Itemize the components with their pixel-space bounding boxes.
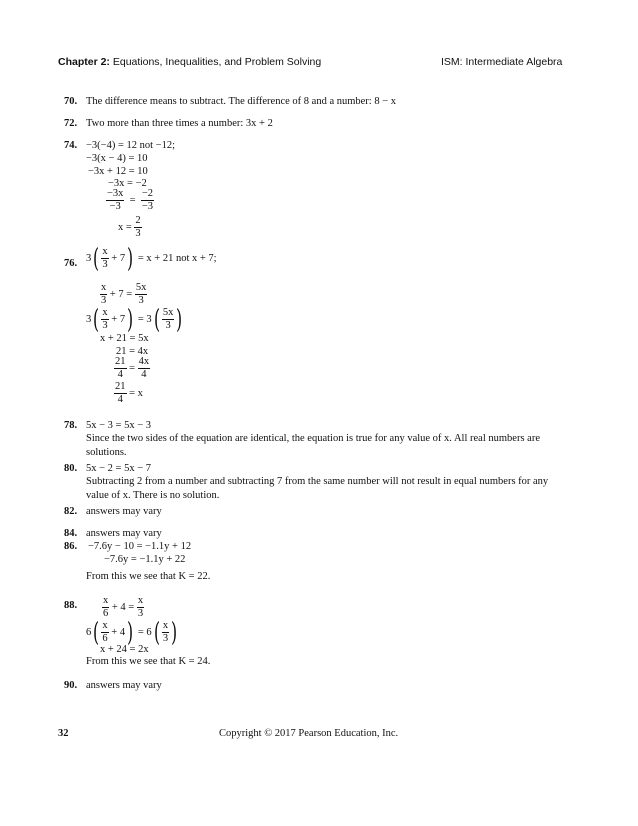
- problem-82-text: answers may vary: [86, 506, 162, 517]
- frac-num: 4x: [138, 356, 150, 367]
- problem-88-number: 88.: [64, 600, 78, 611]
- frac-den: 3: [102, 320, 108, 331]
- problem-76-line-1: [86, 243, 217, 274]
- left-paren: (: [153, 304, 160, 335]
- frac-den: 3: [102, 259, 108, 270]
- right-paren: ): [176, 304, 183, 335]
- problem-74-line-3: −3x + 12 = 10: [88, 166, 148, 177]
- problem-76-line-2: $\frac{x}{3}$ + 7 = $\frac{5x}{3}$: [101, 282, 147, 306]
- problem-74-line-6: [118, 215, 142, 240]
- page-number: 32: [58, 728, 69, 739]
- problem-74-line-4: −3x = −2: [108, 178, 147, 189]
- problem-74-line-2: −3(x − 4) = 10: [86, 153, 148, 164]
- frac-den: 3: [165, 320, 171, 331]
- frac-den: 3: [137, 608, 144, 619]
- chapter-title: Equations, Inequalities, and Problem Solving: [112, 56, 322, 68]
- coef: 3: [146, 313, 152, 325]
- problem-82-number: 82.: [64, 506, 78, 517]
- problem-90-number: 90.: [64, 680, 78, 691]
- frac-den: 3: [162, 633, 169, 644]
- frac-num: 2: [135, 215, 141, 226]
- problem-76-line-7: [114, 381, 143, 406]
- frac-den: −3: [109, 201, 121, 212]
- frac-num: −2: [141, 188, 154, 199]
- left-paren: (: [153, 617, 160, 648]
- term: + 4 =: [111, 601, 135, 613]
- problem-86-line-2: −7.6y = −1.1y + 22: [104, 554, 186, 565]
- problem-86-line-3: From this we see that K = 22.: [86, 571, 211, 582]
- problem-76-number: 76.: [64, 258, 78, 269]
- coef: 3: [86, 313, 92, 325]
- problem-74-number: 74.: [64, 140, 78, 151]
- term: + 7: [111, 252, 126, 264]
- left-paren: (: [93, 617, 100, 648]
- right-paren: ): [127, 304, 134, 335]
- right-paren: ): [127, 617, 134, 648]
- frac-den: 3: [101, 295, 107, 306]
- problem-78-text: Since the two sides of the equation are identical, the equation is true for any value of x. All real numbers are solutions.: [86, 433, 540, 458]
- frac-den: 4: [117, 369, 123, 380]
- problem-76-line-5: 21 = 4x: [116, 346, 149, 357]
- coef: 3: [86, 252, 92, 264]
- problem-84-text: answers may vary: [86, 528, 162, 539]
- frac-den: 6: [103, 608, 109, 619]
- frac-num: −3x: [107, 188, 124, 199]
- problem-76-line-3: 3( $\frac{x}{3}$ + 7) = 3( $\frac{5x}{3}$ ): [86, 304, 183, 335]
- problem-78-equation: 5x − 3 = 5x − 3: [86, 420, 152, 431]
- problem-88-line-4: From this we see that K = 24.: [86, 656, 211, 667]
- problem-80-number: 80.: [64, 463, 78, 474]
- problem-72-text: Two more than three times a number: 3x + 2: [86, 118, 273, 129]
- copyright: Copyright © 2017 Pearson Education, Inc.: [219, 728, 399, 739]
- problem-88-line-2: 6( $\frac{x}{6}$ + 4) = 6( $\frac{x}{3}$ ): [86, 617, 178, 648]
- frac-num: x: [102, 307, 108, 318]
- frac-num: 5x: [162, 307, 174, 318]
- coef: 6: [146, 626, 152, 638]
- left-paren: (: [93, 243, 100, 274]
- problem-76-line-4: x + 21 = 5x: [100, 333, 149, 344]
- problem-90-text: answers may vary: [86, 680, 162, 691]
- frac-num: x: [101, 282, 107, 293]
- problem-76-tail: = x + 21 not x + 7;: [137, 252, 217, 264]
- rhs: = x: [129, 387, 143, 399]
- frac-num: x: [162, 620, 169, 631]
- frac-num: x: [137, 595, 144, 606]
- lhs: x =: [118, 221, 132, 233]
- problem-80-text: Subtracting 2 from a number and subtracting 7 from the same number will not result in equal numbers for any value of x. There is no solution.: [86, 476, 549, 501]
- frac-num: x: [103, 595, 109, 606]
- frac-num: x: [102, 620, 108, 631]
- frac-den: −3: [141, 201, 154, 212]
- problem-72-number: 72.: [64, 118, 78, 129]
- problem-70-text: The difference means to subtract. The difference of 8 and a number: 8 − x: [86, 96, 397, 107]
- running-header-left: [58, 56, 321, 68]
- frac-den: 3: [135, 228, 141, 239]
- problem-86-number: 86.: [64, 541, 78, 552]
- frac-den: 3: [138, 295, 144, 306]
- frac-num: x: [102, 246, 108, 257]
- problem-74-line-5: $\frac{-3x}{-3}$ = $\frac{-2}{-3}$: [107, 188, 154, 212]
- book-title: ISM: Intermediate Algebra: [441, 56, 563, 68]
- left-paren: (: [93, 304, 100, 335]
- right-paren: ): [171, 617, 178, 648]
- frac-den: 4: [117, 394, 123, 405]
- coef: 6: [86, 626, 92, 638]
- problem-84-number: 84.: [64, 528, 78, 539]
- frac-den: 6: [102, 633, 108, 644]
- chapter-label: Chapter 2:: [58, 56, 110, 68]
- problem-74-line-1: −3(−4) = 12 not −12;: [86, 140, 176, 151]
- term: + 7: [109, 288, 124, 300]
- right-paren: ): [127, 243, 134, 274]
- frac-den: 4: [141, 369, 147, 380]
- problem-88-line-1: [102, 595, 144, 620]
- frac-num: 21: [115, 381, 126, 392]
- problem-76-line-6: $\frac{21}{4}$ = $\frac{4x}{4}$: [115, 356, 150, 380]
- term: + 7: [111, 313, 126, 325]
- problem-80-equation: 5x − 2 = 5x − 7: [86, 463, 152, 474]
- problem-86-line-1: −7.6y − 10 = −1.1y + 12: [88, 541, 192, 552]
- frac-num: 21: [115, 356, 126, 367]
- problem-70-number: 70.: [64, 96, 78, 107]
- problem-88-line-3: x + 24 = 2x: [100, 644, 149, 655]
- frac-num: 5x: [135, 282, 147, 293]
- problem-78-number: 78.: [64, 420, 78, 431]
- term: + 4: [111, 626, 126, 638]
